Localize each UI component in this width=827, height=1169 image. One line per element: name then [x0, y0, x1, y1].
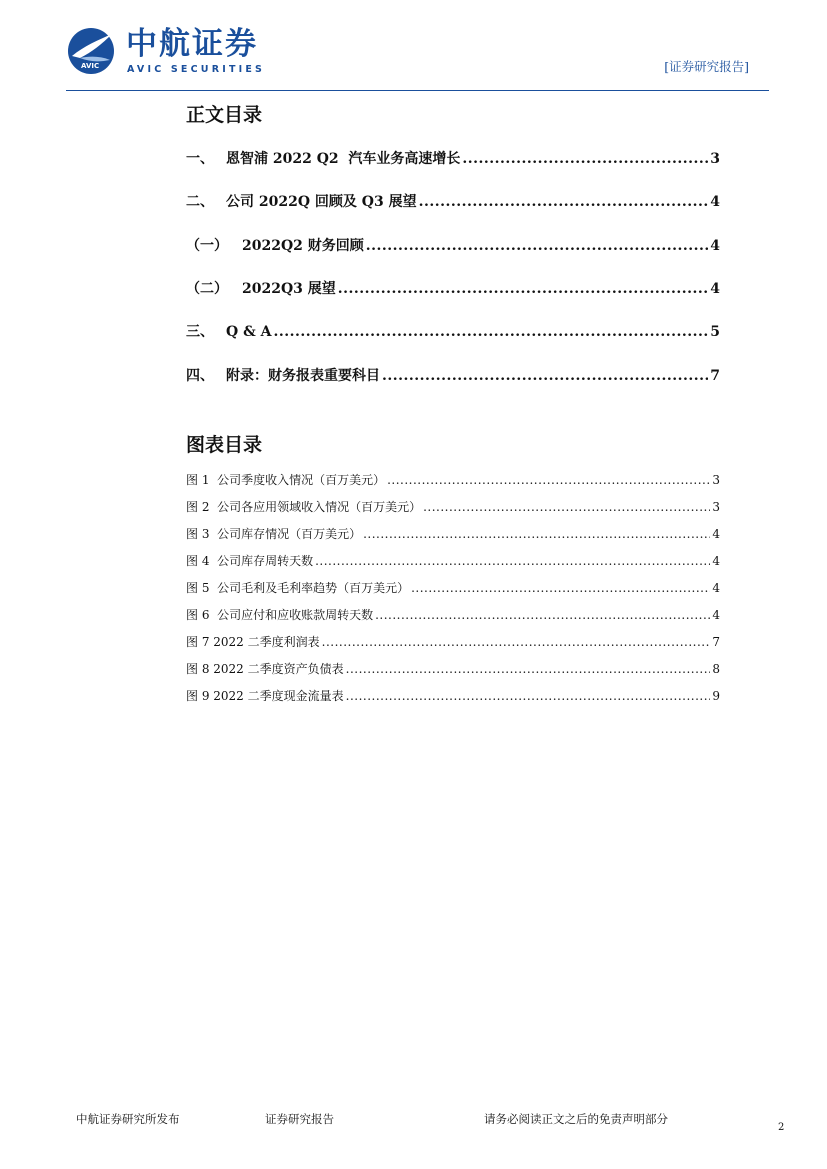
figure-entry[interactable]: [186, 661, 720, 677]
figure-entry[interactable]: [186, 580, 720, 596]
toc-entry-number: 三、: [186, 324, 214, 340]
figure-entry-text: 图 1 公司季度收入情况（百万美元）: [186, 473, 386, 487]
toc-entry-text: 恩智浦 2022 Q2 汽车业务高速增长: [226, 151, 461, 167]
toc-leader-dots: [411, 580, 710, 596]
footer-report-type: 证券研究报告: [265, 1112, 334, 1126]
figure-entry-text: 图 9 2022 二季度现金流量表: [186, 689, 344, 703]
toc-leader-dots: [366, 237, 708, 255]
figure-entry[interactable]: [186, 634, 720, 650]
toc-leader-dots: [315, 553, 710, 569]
figure-entry[interactable]: [186, 499, 720, 515]
toc-leader-dots: [419, 193, 709, 211]
toc-leader-dots: [346, 661, 711, 677]
figure-entry[interactable]: [186, 553, 720, 569]
figure-entry-text: 图 2 公司各应用领域收入情况（百万美元）: [186, 500, 422, 514]
figure-entry-page: 8: [712, 662, 720, 676]
toc-entry[interactable]: [186, 237, 720, 255]
figure-entry-text: 图 4 公司库存周转天数: [186, 554, 314, 568]
figure-entry-page: 4: [712, 554, 720, 568]
toc-leader-dots: [423, 499, 710, 515]
figures-title: 图表目录: [186, 434, 263, 456]
figure-entry-page: 9: [712, 689, 720, 703]
page-number: 2: [778, 1122, 785, 1133]
toc-entry-text: 2022Q3 展望: [242, 281, 336, 297]
figure-entry[interactable]: [186, 607, 720, 623]
toc-entry-number: （二）: [186, 281, 228, 297]
avic-logo-icon: [66, 26, 116, 76]
toc-leader-dots: [363, 526, 710, 542]
figure-entry-page: 4: [712, 527, 720, 541]
toc-entry-text: 公司 2022Q 回顾及 Q3 展望: [226, 194, 417, 210]
figure-entry[interactable]: [186, 472, 720, 488]
toc-entry-page: 4: [710, 238, 720, 254]
toc-leader-dots: [375, 607, 710, 623]
toc-entry-page: 7: [710, 368, 720, 384]
toc-entry-number: 二、: [186, 194, 214, 210]
toc-entry-text: 附录：财务报表重要科目: [226, 368, 380, 384]
figure-entry[interactable]: [186, 526, 720, 542]
figure-entry-page: 4: [712, 581, 720, 595]
figure-entry-text: 图 7 2022 二季度利润表: [186, 635, 320, 649]
figure-entry-text: 图 6 公司应付和应收账款周转天数: [186, 608, 374, 622]
toc-entry-page: 4: [710, 281, 720, 297]
toc-leader-dots: [322, 634, 711, 650]
toc-leader-dots: [273, 323, 708, 341]
toc-entry[interactable]: [186, 367, 720, 385]
document-type-label: [证券研究报告]: [664, 59, 749, 74]
logo-chinese-name: 中航证券: [126, 26, 258, 62]
toc-leader-dots: [387, 472, 710, 488]
figure-entry-page: 3: [712, 473, 720, 487]
toc-entry-number: 四、: [186, 368, 214, 384]
toc-leader-dots: [338, 280, 708, 298]
toc-entry-text: Q & A: [226, 324, 272, 340]
toc-entry-text: 2022Q2 财务回顾: [242, 238, 364, 254]
footer-disclaimer: 请务必阅读正文之后的免责声明部分: [484, 1112, 668, 1126]
toc-entry[interactable]: [186, 193, 720, 211]
toc-entry-page: 4: [710, 194, 720, 210]
figure-entry-text: 图 5 公司毛利及毛利率趋势（百万美元）: [186, 581, 410, 595]
figure-entry[interactable]: [186, 688, 720, 704]
figure-entry-page: 4: [712, 608, 720, 622]
toc-entry-number: （一）: [186, 238, 228, 254]
figure-entry-text: 图 8 2022 二季度资产负债表: [186, 662, 344, 676]
toc-leader-dots: [382, 367, 708, 385]
header-divider: [66, 90, 769, 91]
figure-entry-page: 3: [712, 500, 720, 514]
figure-entry-text: 图 3 公司库存情况（百万美元）: [186, 527, 362, 541]
toc-entry-page: 3: [710, 151, 720, 167]
toc-entry[interactable]: [186, 150, 720, 168]
toc-entry[interactable]: [186, 323, 720, 341]
toc-leader-dots: [462, 150, 708, 168]
figure-entry-page: 7: [712, 635, 720, 649]
toc-entry-page: 5: [710, 324, 720, 340]
toc-leader-dots: [346, 688, 711, 704]
toc-title: 正文目录: [186, 104, 263, 126]
logo-badge-text: AVIC: [81, 62, 100, 70]
toc-entry-number: 一、: [186, 151, 214, 167]
page-header: [0, 0, 827, 95]
footer-publisher: 中航证券研究所发布: [76, 1112, 180, 1126]
toc-entry[interactable]: [186, 280, 720, 298]
logo-english-name: AVIC SECURITIES: [127, 64, 266, 75]
